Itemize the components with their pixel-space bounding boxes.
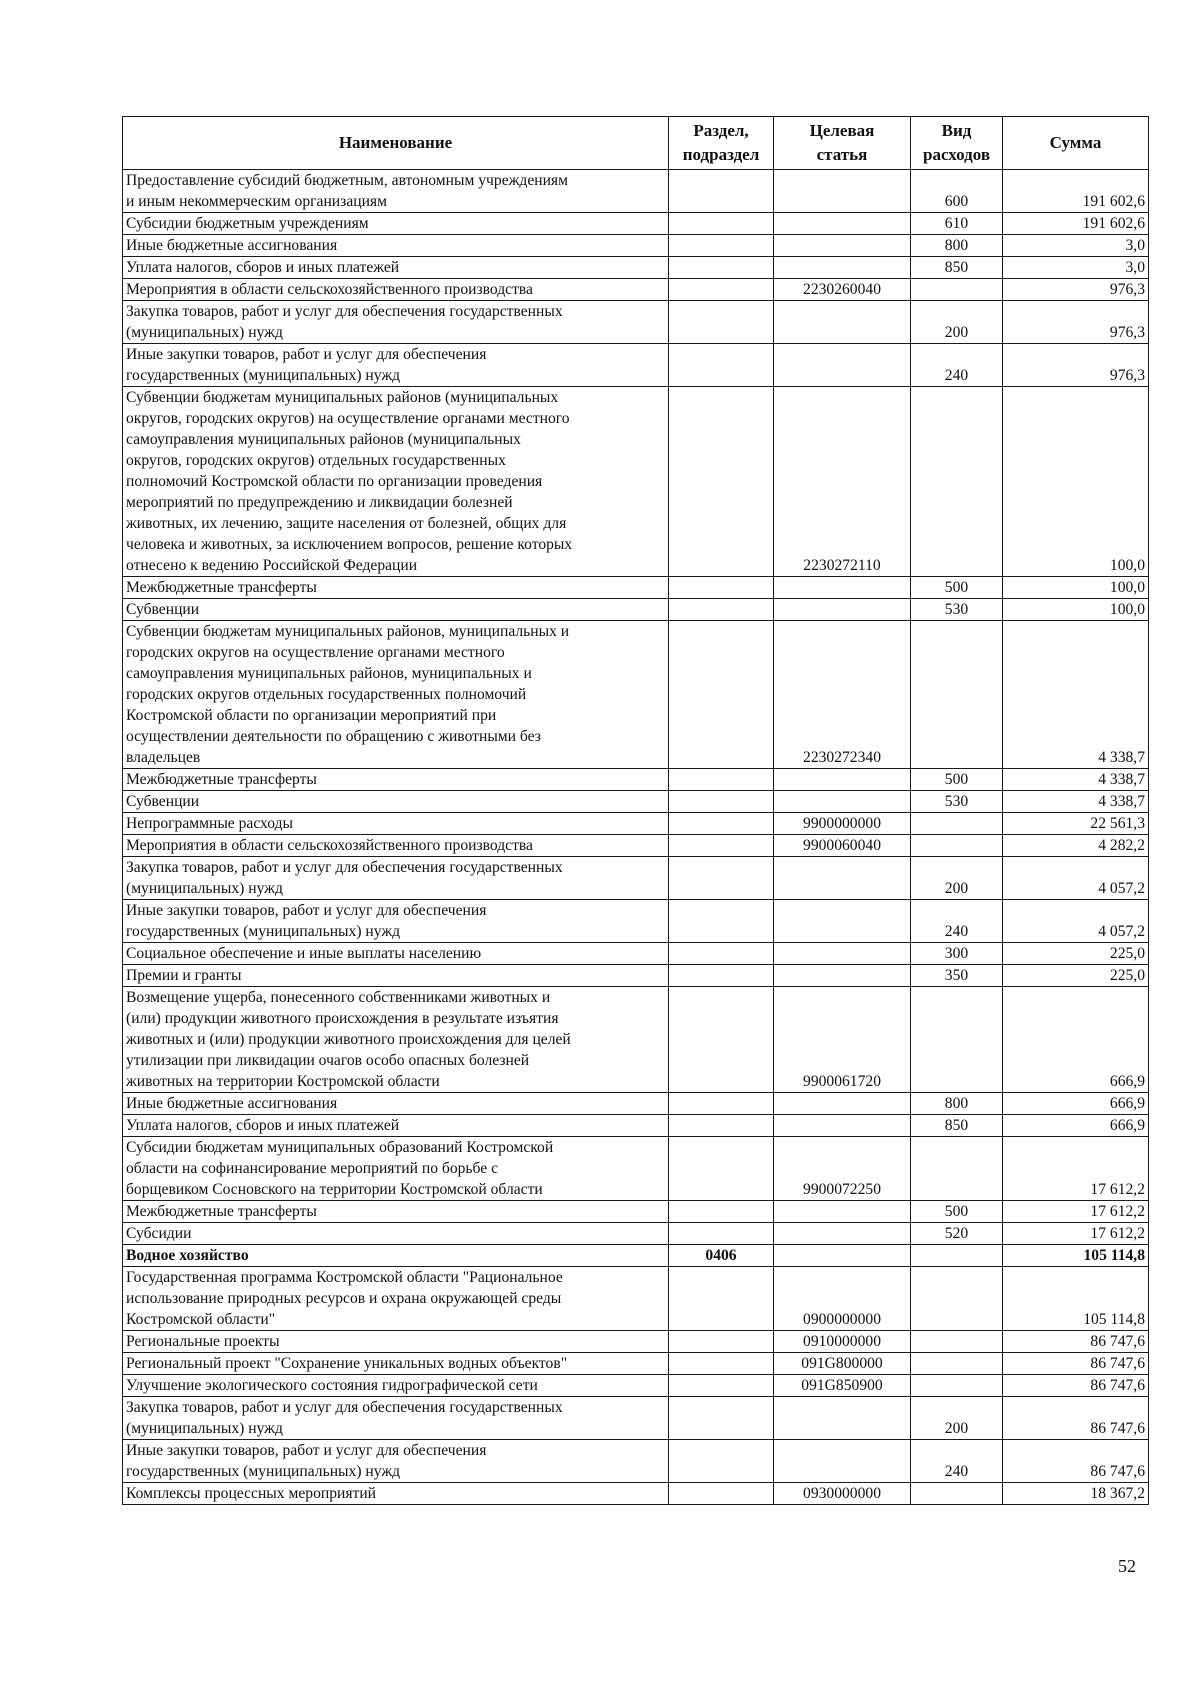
- row-sum-cell: 18 367,2: [1003, 1483, 1149, 1505]
- row-sum-cell: 666,9: [1003, 1093, 1149, 1115]
- row-name-line: Премии и гранты: [126, 967, 242, 984]
- row-section-cell: [669, 965, 774, 987]
- header-article-line: статья: [816, 145, 868, 164]
- row-article-cell: [774, 1440, 911, 1483]
- table-row: [123, 301, 1149, 344]
- row-section-cell: [669, 344, 774, 387]
- row-name-line: Субсидии бюджетным учреждениям: [126, 215, 369, 232]
- row-name-line: Мероприятия в области сельскохозяйственного производства: [126, 281, 533, 298]
- row-name-cell: [123, 943, 669, 965]
- row-name-line: и иным некоммерческим организациям: [126, 193, 387, 210]
- row-kind-cell: [911, 835, 1003, 857]
- row-section-cell: [669, 900, 774, 943]
- row-name-line: Иные закупки товаров, работ и услуг для обеспечения: [126, 1442, 487, 1459]
- table-header: [123, 117, 1149, 170]
- row-kind-cell: [911, 1331, 1003, 1353]
- row-section-cell: [669, 791, 774, 813]
- row-name-cell: [123, 257, 669, 279]
- row-name-line: Субвенции бюджетам муниципальных районов (муниципальных: [126, 389, 559, 406]
- row-article-cell: 9900000000: [774, 813, 911, 835]
- table-row: [123, 1440, 1149, 1483]
- table-row: [123, 257, 1149, 279]
- row-article-cell: [774, 857, 911, 900]
- table-row: [123, 987, 1149, 1093]
- row-name-line: Иные бюджетные ассигнования: [126, 237, 338, 254]
- row-name-line: Улучшение экологического состояния гидрографической сети: [126, 1377, 538, 1394]
- table-row: [123, 1115, 1149, 1137]
- row-article-cell: [774, 344, 911, 387]
- table-row: [123, 577, 1149, 599]
- row-name-cell: [123, 965, 669, 987]
- row-name-line: Региональные проекты: [126, 1333, 280, 1350]
- row-name-line: Межбюджетные трансферты: [126, 1203, 317, 1220]
- table-body: [123, 170, 1149, 1505]
- row-section-cell: [669, 769, 774, 791]
- row-sum-cell: 666,9: [1003, 987, 1149, 1093]
- row-kind-cell: [911, 387, 1003, 577]
- row-name-line: животных на территории Костромской области: [126, 1073, 440, 1090]
- row-kind-cell: [911, 1245, 1003, 1267]
- row-name-line: самоуправления муниципальных районов (муниципальных: [126, 431, 521, 448]
- row-name-cell: [123, 387, 669, 577]
- row-kind-cell: 530: [911, 599, 1003, 621]
- row-name-cell: [123, 599, 669, 621]
- row-sum-cell: 100,0: [1003, 577, 1149, 599]
- row-article-cell: [774, 577, 911, 599]
- row-sum-cell: 100,0: [1003, 599, 1149, 621]
- table-row: [123, 835, 1149, 857]
- row-name-line: борщевиком Сосновского на территории Костромской области: [126, 1181, 543, 1198]
- row-article-cell: [774, 1093, 911, 1115]
- table-row: [123, 235, 1149, 257]
- row-section-cell: [669, 279, 774, 301]
- row-section-cell: [669, 387, 774, 577]
- row-section-cell: [669, 1397, 774, 1440]
- table-row: [123, 1245, 1149, 1267]
- row-name-line: Межбюджетные трансферты: [126, 771, 317, 788]
- header-kind: [911, 117, 1003, 170]
- row-name-line: (или) продукции животного происхождения в результате изъятия: [126, 1010, 559, 1027]
- row-section-cell: [669, 987, 774, 1093]
- row-section-cell: [669, 1201, 774, 1223]
- row-sum-cell: 4 338,7: [1003, 791, 1149, 813]
- row-name-cell: [123, 170, 669, 213]
- row-section-cell: [669, 1115, 774, 1137]
- row-article-cell: 0930000000: [774, 1483, 911, 1505]
- row-name-cell: [123, 1137, 669, 1201]
- row-article-cell: [774, 1245, 911, 1267]
- row-name-cell: [123, 1397, 669, 1440]
- row-name-line: Субвенции: [126, 601, 200, 618]
- row-name-line: Иные бюджетные ассигнования: [126, 1095, 338, 1112]
- table-row: [123, 769, 1149, 791]
- row-sum-cell: 4 057,2: [1003, 900, 1149, 943]
- row-kind-cell: [911, 813, 1003, 835]
- table-row: [123, 170, 1149, 213]
- row-section-cell: [669, 1375, 774, 1397]
- table-row: [123, 1201, 1149, 1223]
- row-article-cell: 091G850900: [774, 1375, 911, 1397]
- row-kind-cell: 200: [911, 301, 1003, 344]
- row-name-line: осуществлении деятельности по обращению с животными без: [126, 728, 541, 745]
- table-row: [123, 943, 1149, 965]
- table-row: [123, 900, 1149, 943]
- row-kind-cell: 350: [911, 965, 1003, 987]
- row-kind-cell: [911, 1267, 1003, 1331]
- row-article-cell: [774, 301, 911, 344]
- row-name-cell: [123, 769, 669, 791]
- row-name-line: животных и (или) продукции животного происхождения для целей: [126, 1031, 571, 1048]
- row-name-line: округов, городских округов) отдельных государственных: [126, 452, 506, 469]
- row-sum-cell: 105 114,8: [1003, 1245, 1149, 1267]
- row-name-line: использование природных ресурсов и охрана окружающей среды: [126, 1290, 562, 1307]
- row-name-line: Уплата налогов, сборов и иных платежей: [126, 259, 400, 276]
- row-name-line: Непрограммные расходы: [126, 815, 294, 832]
- row-name-line: Уплата налогов, сборов и иных платежей: [126, 1117, 400, 1134]
- row-name-line: Закупка товаров, работ и услуг для обеспечения государственных: [126, 1399, 563, 1416]
- header-section: [669, 117, 774, 170]
- row-sum-cell: 4 338,7: [1003, 621, 1149, 769]
- row-name-cell: [123, 577, 669, 599]
- row-section-cell: [669, 235, 774, 257]
- row-name-cell: [123, 1245, 669, 1267]
- row-name-line: Социальное обеспечение и иные выплаты населению: [126, 945, 482, 962]
- row-article-cell: 9900061720: [774, 987, 911, 1093]
- row-name-line: Закупка товаров, работ и услуг для обеспечения государственных: [126, 303, 563, 320]
- table-row: [123, 1267, 1149, 1331]
- row-name-line: Субвенции: [126, 793, 200, 810]
- row-sum-cell: 976,3: [1003, 344, 1149, 387]
- row-sum-cell: 86 747,6: [1003, 1375, 1149, 1397]
- header-sum: Сумма: [1003, 117, 1149, 170]
- row-kind-cell: 200: [911, 1397, 1003, 1440]
- row-name-cell: [123, 900, 669, 943]
- row-kind-cell: 240: [911, 900, 1003, 943]
- row-sum-cell: 3,0: [1003, 235, 1149, 257]
- row-name-line: области на софинансирование мероприятий по борьбе с: [126, 1160, 499, 1177]
- row-name-line: (муниципальных) нужд: [126, 1420, 283, 1437]
- row-kind-cell: 240: [911, 344, 1003, 387]
- row-sum-cell: 3,0: [1003, 257, 1149, 279]
- row-name-cell: [123, 1353, 669, 1375]
- table-row: [123, 279, 1149, 301]
- row-sum-cell: 100,0: [1003, 387, 1149, 577]
- header-article-line: Целевая: [809, 121, 875, 140]
- table-row: [123, 1483, 1149, 1505]
- row-name-cell: [123, 235, 669, 257]
- row-name-line: Комплексы процессных мероприятий: [126, 1485, 377, 1502]
- header-section-line: подраздел: [682, 145, 760, 164]
- row-article-cell: [774, 235, 911, 257]
- row-name-cell: [123, 1115, 669, 1137]
- table-row: [123, 344, 1149, 387]
- row-article-cell: 0900000000: [774, 1267, 911, 1331]
- row-name-cell: [123, 301, 669, 344]
- table-row: [123, 1331, 1149, 1353]
- row-name-cell: [123, 1375, 669, 1397]
- row-article-cell: 2230272110: [774, 387, 911, 577]
- row-section-cell: [669, 257, 774, 279]
- row-article-cell: [774, 769, 911, 791]
- row-kind-cell: [911, 1137, 1003, 1201]
- row-kind-cell: 500: [911, 769, 1003, 791]
- row-name-cell: [123, 213, 669, 235]
- row-section-cell: [669, 1331, 774, 1353]
- row-name-cell: [123, 621, 669, 769]
- row-name-line: (муниципальных) нужд: [126, 880, 283, 897]
- row-section-cell: [669, 1223, 774, 1245]
- row-section-cell: [669, 170, 774, 213]
- row-kind-cell: [911, 1375, 1003, 1397]
- row-kind-cell: 600: [911, 170, 1003, 213]
- row-kind-cell: 800: [911, 1093, 1003, 1115]
- row-name-line: государственных (муниципальных) нужд: [126, 1463, 401, 1480]
- row-article-cell: [774, 257, 911, 279]
- row-article-cell: 9900072250: [774, 1137, 911, 1201]
- row-article-cell: 2230272340: [774, 621, 911, 769]
- row-name-line: Закупка товаров, работ и услуг для обеспечения государственных: [126, 859, 563, 876]
- row-kind-cell: [911, 279, 1003, 301]
- table-row: [123, 213, 1149, 235]
- row-sum-cell: 225,0: [1003, 943, 1149, 965]
- row-name-line: государственных (муниципальных) нужд: [126, 367, 401, 384]
- header-kind-line: расходов: [923, 145, 990, 164]
- row-sum-cell: 22 561,3: [1003, 813, 1149, 835]
- row-article-cell: [774, 1397, 911, 1440]
- row-sum-cell: 191 602,6: [1003, 213, 1149, 235]
- row-kind-cell: [911, 1353, 1003, 1375]
- row-name-line: Региональный проект "Сохранение уникальных водных объектов": [126, 1355, 568, 1372]
- row-name-line: Водное хозяйство: [126, 1247, 249, 1264]
- row-section-cell: [669, 813, 774, 835]
- table-row: [123, 813, 1149, 835]
- row-article-cell: 0910000000: [774, 1331, 911, 1353]
- row-name-line: Межбюджетные трансферты: [126, 579, 317, 596]
- row-article-cell: [774, 170, 911, 213]
- row-section-cell: [669, 1137, 774, 1201]
- row-name-cell: [123, 857, 669, 900]
- row-section-cell: [669, 1267, 774, 1331]
- row-section-cell: [669, 1093, 774, 1115]
- row-name-line: человека и животных, за исключением вопросов, решение которых: [126, 536, 573, 553]
- row-kind-cell: 530: [911, 791, 1003, 813]
- row-name-cell: [123, 1483, 669, 1505]
- row-kind-cell: 200: [911, 857, 1003, 900]
- row-name-line: Субсидии: [126, 1225, 192, 1242]
- table-row: [123, 621, 1149, 769]
- row-kind-cell: 500: [911, 577, 1003, 599]
- row-name-line: Государственная программа Костромской области "Рациональное: [126, 1269, 563, 1286]
- row-name-line: отнесено к ведению Российской Федерации: [126, 557, 418, 574]
- header-article: [774, 117, 911, 170]
- row-sum-cell: 86 747,6: [1003, 1353, 1149, 1375]
- page-number: 52: [1118, 1556, 1136, 1576]
- row-article-cell: 2230260040: [774, 279, 911, 301]
- row-sum-cell: 191 602,6: [1003, 170, 1149, 213]
- row-kind-cell: 500: [911, 1201, 1003, 1223]
- row-sum-cell: 17 612,2: [1003, 1137, 1149, 1201]
- row-name-line: животных, их лечению, защите населения от болезней, общих для: [126, 515, 567, 532]
- row-section-cell: [669, 301, 774, 344]
- row-article-cell: [774, 965, 911, 987]
- row-name-cell: [123, 1223, 669, 1245]
- table-row: [123, 965, 1149, 987]
- row-article-cell: [774, 900, 911, 943]
- row-name-line: Иные закупки товаров, работ и услуг для обеспечения: [126, 346, 487, 363]
- row-name-line: полномочий Костромской области по организации проведения: [126, 473, 543, 490]
- row-name-cell: [123, 1331, 669, 1353]
- row-article-cell: [774, 1223, 911, 1245]
- row-name-cell: [123, 813, 669, 835]
- table-row: [123, 1353, 1149, 1375]
- row-sum-cell: 86 747,6: [1003, 1331, 1149, 1353]
- table-row: [123, 791, 1149, 813]
- table-row: [123, 1223, 1149, 1245]
- row-name-cell: [123, 835, 669, 857]
- row-name-line: Костромской области по организации мероприятий при: [126, 707, 497, 724]
- row-section-cell: [669, 577, 774, 599]
- row-section-cell: [669, 1440, 774, 1483]
- table-row: [123, 1137, 1149, 1201]
- row-article-cell: [774, 791, 911, 813]
- row-article-cell: 091G800000: [774, 1353, 911, 1375]
- row-kind-cell: 520: [911, 1223, 1003, 1245]
- row-name-line: Субсидии бюджетам муниципальных образований Костромской: [126, 1139, 554, 1156]
- row-name-line: городских округов отдельных государственных полномочий: [126, 686, 527, 703]
- table-row: [123, 1375, 1149, 1397]
- row-name-line: Предоставление субсидий бюджетным, автономным учреждениям: [126, 172, 568, 189]
- row-kind-cell: 610: [911, 213, 1003, 235]
- row-sum-cell: 4 057,2: [1003, 857, 1149, 900]
- row-section-cell: [669, 1483, 774, 1505]
- row-section-cell: [669, 213, 774, 235]
- row-section-cell: [669, 835, 774, 857]
- row-name-line: Возмещение ущерба, понесенного собственниками животных и: [126, 989, 551, 1006]
- row-name-cell: [123, 1440, 669, 1483]
- row-name-line: Субвенции бюджетам муниципальных районов, муниципальных и: [126, 623, 570, 640]
- row-name-line: (муниципальных) нужд: [126, 324, 283, 341]
- row-section-cell: 0406: [669, 1245, 774, 1267]
- row-article-cell: 9900060040: [774, 835, 911, 857]
- row-section-cell: [669, 857, 774, 900]
- row-name-cell: [123, 1267, 669, 1331]
- row-name-line: владельцев: [126, 749, 201, 766]
- row-name-cell: [123, 791, 669, 813]
- table-row: [123, 1397, 1149, 1440]
- row-name-line: утилизации при ликвидации очагов особо опасных болезней: [126, 1052, 530, 1069]
- row-kind-cell: [911, 621, 1003, 769]
- row-name-cell: [123, 1093, 669, 1115]
- row-name-line: Костромской области": [126, 1311, 276, 1328]
- row-kind-cell: 850: [911, 1115, 1003, 1137]
- header-name: Наименование: [123, 117, 669, 170]
- row-name-line: Иные закупки товаров, работ и услуг для обеспечения: [126, 902, 487, 919]
- row-name-cell: [123, 344, 669, 387]
- row-sum-cell: 976,3: [1003, 301, 1149, 344]
- row-name-line: мероприятий по предупреждению и ликвидации болезней: [126, 494, 513, 511]
- row-article-cell: [774, 213, 911, 235]
- row-section-cell: [669, 943, 774, 965]
- table-row: [123, 599, 1149, 621]
- row-sum-cell: 666,9: [1003, 1115, 1149, 1137]
- row-section-cell: [669, 1353, 774, 1375]
- row-sum-cell: 976,3: [1003, 279, 1149, 301]
- row-sum-cell: 105 114,8: [1003, 1267, 1149, 1331]
- row-kind-cell: [911, 987, 1003, 1093]
- row-sum-cell: 17 612,2: [1003, 1201, 1149, 1223]
- row-article-cell: [774, 943, 911, 965]
- row-section-cell: [669, 599, 774, 621]
- row-kind-cell: 800: [911, 235, 1003, 257]
- table-row: [123, 387, 1149, 577]
- row-name-line: самоуправления муниципальных районов, муниципальных и: [126, 665, 532, 682]
- row-name-line: городских округов на осуществление органами местного: [126, 644, 505, 661]
- header-kind-line: Вид: [941, 121, 972, 140]
- row-name-line: округов, городских округов) на осуществление органами местного: [126, 410, 570, 427]
- row-kind-cell: 850: [911, 257, 1003, 279]
- row-kind-cell: 240: [911, 1440, 1003, 1483]
- row-sum-cell: 4 338,7: [1003, 769, 1149, 791]
- row-sum-cell: 225,0: [1003, 965, 1149, 987]
- row-section-cell: [669, 621, 774, 769]
- row-article-cell: [774, 599, 911, 621]
- row-name-line: Мероприятия в области сельскохозяйственного производства: [126, 837, 533, 854]
- row-sum-cell: 86 747,6: [1003, 1397, 1149, 1440]
- table-row: [123, 857, 1149, 900]
- row-name-line: государственных (муниципальных) нужд: [126, 923, 401, 940]
- row-name-cell: [123, 1201, 669, 1223]
- row-sum-cell: 17 612,2: [1003, 1223, 1149, 1245]
- budget-table: [122, 116, 1149, 1505]
- row-name-cell: [123, 279, 669, 301]
- row-name-cell: [123, 987, 669, 1093]
- row-kind-cell: 300: [911, 943, 1003, 965]
- row-kind-cell: [911, 1483, 1003, 1505]
- row-article-cell: [774, 1115, 911, 1137]
- table-row: [123, 1093, 1149, 1115]
- row-sum-cell: 86 747,6: [1003, 1440, 1149, 1483]
- header-section-line: Раздел,: [693, 121, 749, 140]
- row-sum-cell: 4 282,2: [1003, 835, 1149, 857]
- row-article-cell: [774, 1201, 911, 1223]
